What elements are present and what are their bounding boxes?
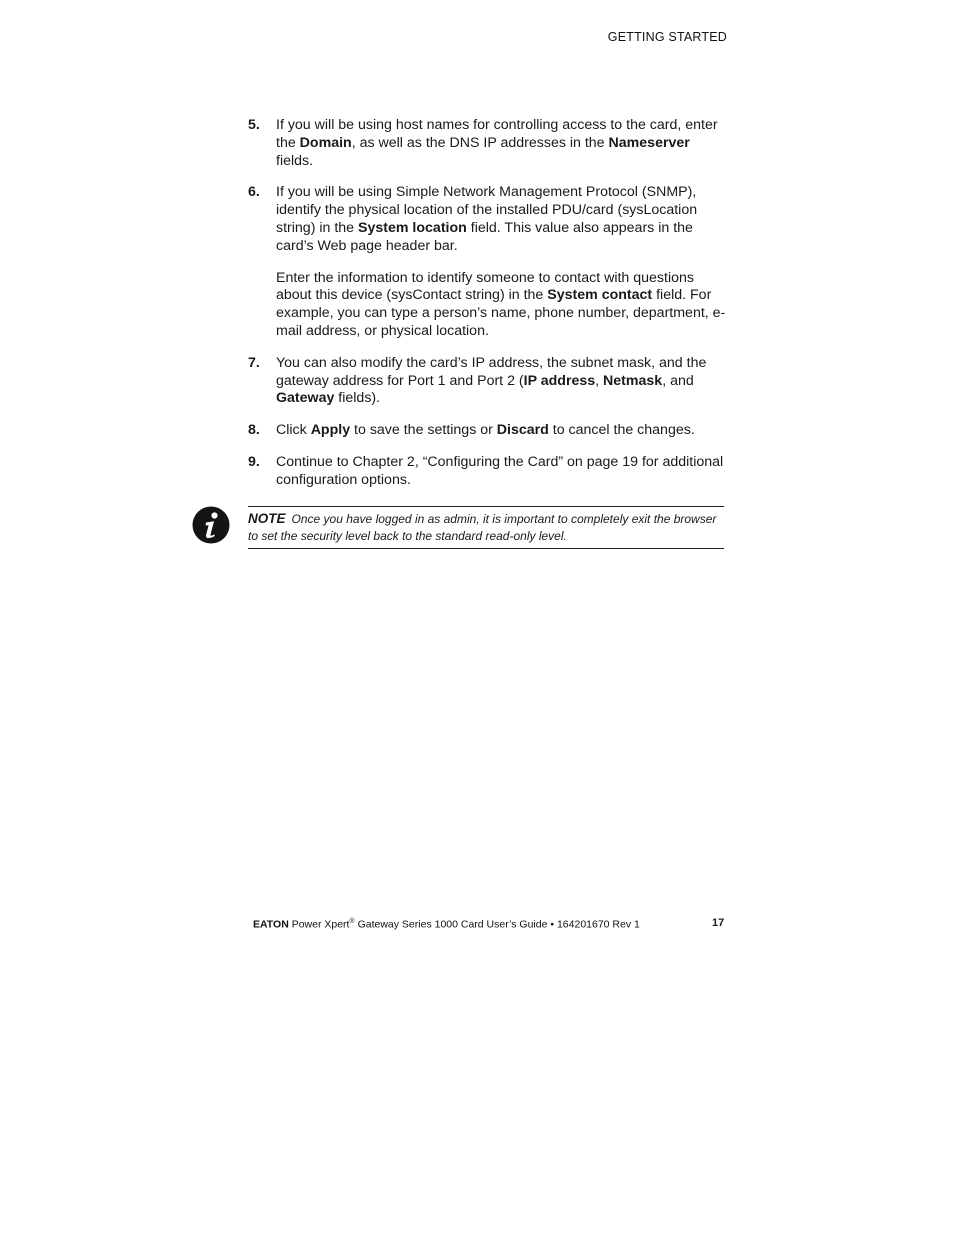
step-text: , xyxy=(595,372,604,389)
step-9 xyxy=(248,454,728,490)
field-name-ip-address: IP address xyxy=(523,372,596,389)
step-text: You can also modify the card’s IP address, the subnet mask, and the gateway address for Port 1 and Port 2 ( xyxy=(276,354,707,389)
step-text: fields). xyxy=(334,390,381,407)
button-name-apply: Apply xyxy=(310,422,351,439)
running-header: GETTING STARTED xyxy=(607,30,727,44)
step-text: to cancel the changes. xyxy=(548,422,695,439)
step-text: Click xyxy=(276,422,311,439)
step-text: fields. xyxy=(276,152,314,169)
step-text: field. This value also appears in the card’s Web page header bar. xyxy=(276,219,693,254)
step-6 xyxy=(248,184,728,340)
info-icon xyxy=(192,506,230,544)
registered-mark: ® xyxy=(349,918,355,925)
field-name-gateway: Gateway xyxy=(276,390,335,407)
step-text: field. For example, you can type a person’s name, phone number, department, e-mail address, or physical location. xyxy=(276,287,726,339)
footer-product: Power Xpert xyxy=(288,918,350,931)
step-text: , as well as the DNS IP addresses in the xyxy=(351,134,609,151)
step-8 xyxy=(248,422,728,440)
field-name-domain: Domain xyxy=(299,134,352,151)
field-name-netmask: Netmask xyxy=(603,372,663,389)
step-paragraph xyxy=(276,422,728,440)
step-text: to save the settings or xyxy=(350,422,497,439)
note-label: NOTE xyxy=(248,511,286,526)
footer-brand: EATON xyxy=(253,918,289,931)
field-name-system-location: System location xyxy=(358,219,467,236)
instruction-steps xyxy=(248,117,728,504)
step-text: , and xyxy=(662,372,694,389)
step-number: 5. xyxy=(248,117,260,133)
step-paragraph xyxy=(276,270,728,341)
page-number: 17 xyxy=(712,917,725,929)
step-5 xyxy=(248,117,728,170)
step-number: 7. xyxy=(248,354,260,371)
step-paragraph xyxy=(276,117,728,170)
step-paragraph xyxy=(276,184,728,255)
step-paragraph xyxy=(276,454,728,490)
footer-document-title: Gateway Series 1000 Card User’s Guide • 164201670 Rev 1 xyxy=(354,918,640,931)
page-footer xyxy=(253,918,640,931)
step-text: Enter the information to identify someone to contact with questions about this device (sysContact string) in the xyxy=(276,269,694,304)
note-box xyxy=(248,506,724,549)
step-text: If you will be using Simple Network Management Protocol (SNMP), identify the physical location of the installed PDU/card (sysLocation string) in the xyxy=(276,184,698,236)
button-name-discard: Discard xyxy=(496,422,549,439)
step-number: 8. xyxy=(248,422,260,439)
step-7 xyxy=(248,355,728,408)
step-text: Continue to Chapter 2, “Configuring the Card” on page 19 for additional configuration options. xyxy=(276,453,724,488)
step-text: If you will be using host names for controlling access to the card, enter the xyxy=(276,117,718,151)
field-name-nameserver: Nameserver xyxy=(608,134,690,151)
field-name-system-contact: System contact xyxy=(547,287,653,304)
note-text: Once you have logged in as admin, it is important to completely exit the browser to set the security level back to the standard read-only level. xyxy=(248,512,717,543)
step-paragraph xyxy=(276,355,728,408)
step-number: 9. xyxy=(248,453,260,470)
step-number: 6. xyxy=(248,184,260,201)
